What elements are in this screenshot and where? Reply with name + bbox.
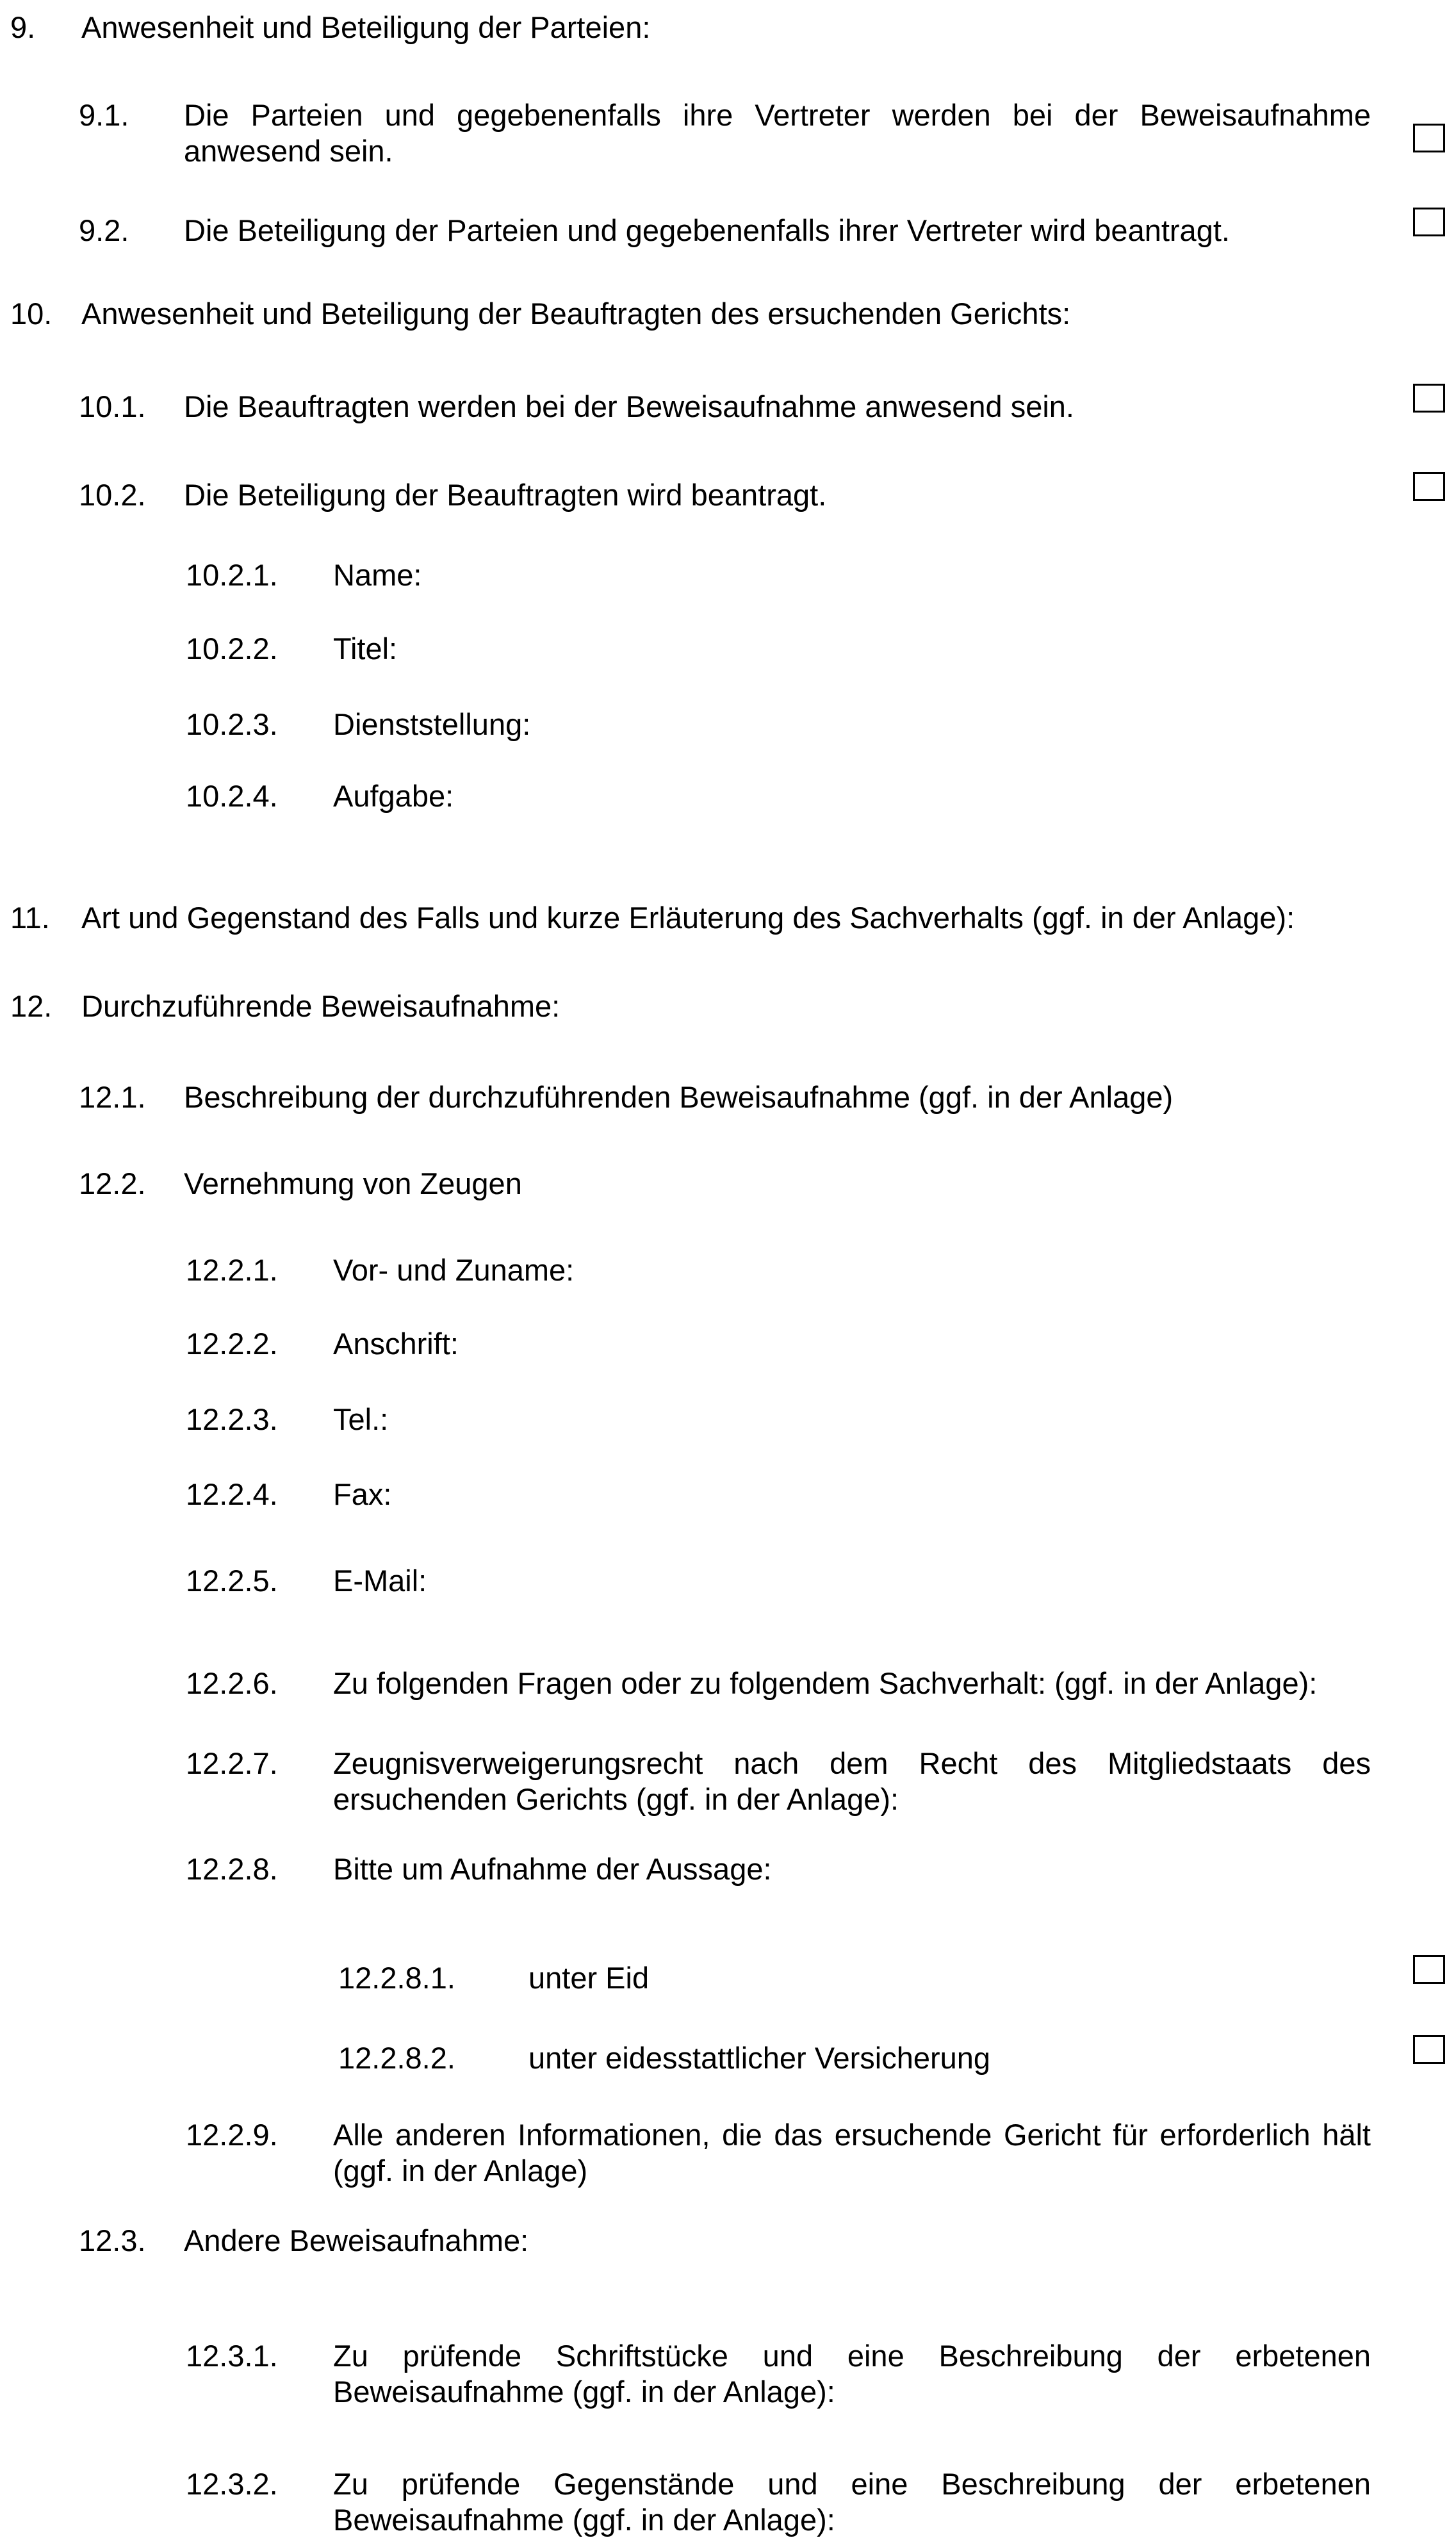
item-label-12-3: Andere Beweisaufnahme: xyxy=(184,2223,529,2257)
item-number-12: 12. xyxy=(10,989,53,1023)
item-number-9-2: 9.2. xyxy=(79,213,129,247)
item-number-10-1: 10.1. xyxy=(79,389,146,423)
form-item-10-2-3 xyxy=(0,707,1456,742)
checkbox-9-1[interactable] xyxy=(1413,124,1445,152)
item-label-12-2-8-2: unter eidesstattlicher Versicherung xyxy=(528,2041,991,2075)
item-label-12-2-8-1: unter Eid xyxy=(528,1961,650,1995)
form-item-12-2-8-2 xyxy=(0,2040,1456,2076)
item-number-9: 9. xyxy=(10,10,36,44)
item-label-9-1: Die Parteien und gegebenenfalls ihre Vertreter werden bei der Beweisaufnahme anwesend sein. xyxy=(184,98,1371,168)
item-label-9: Anwesenheit und Beteiligung der Parteien: xyxy=(81,10,651,44)
form-item-12-2-2 xyxy=(0,1326,1456,1362)
item-number-12-2-1: 12.2.1. xyxy=(186,1253,278,1287)
item-number-12-3: 12.3. xyxy=(79,2223,146,2257)
item-number-10-2-2: 10.2.2. xyxy=(186,632,278,666)
item-label-12-3-2: Zu prüfende Gegenstände und eine Beschreibung der erbetenen Beweisaufnahme (ggf. in der Anlage): xyxy=(333,2467,1371,2537)
item-label-10: Anwesenheit und Beteiligung der Beauftragten des ersuchenden Gerichts: xyxy=(81,297,1071,331)
form-item-12-1 xyxy=(0,1079,1456,1115)
item-label-10-2-4: Aufgabe: xyxy=(333,779,454,813)
item-number-11: 11. xyxy=(10,901,50,935)
item-label-10-2-2: Titel: xyxy=(333,632,398,666)
form-item-10-2-4 xyxy=(0,778,1456,814)
item-number-10-2-4: 10.2.4. xyxy=(186,779,278,813)
form-item-12-3-1 xyxy=(0,2338,1456,2410)
form-item-11 xyxy=(0,900,1456,936)
item-number-10-2-1: 10.2.1. xyxy=(186,558,278,592)
form-item-12-2-9 xyxy=(0,2117,1456,2189)
item-number-12-1: 12.1. xyxy=(79,1080,146,1114)
item-number-10-2-3: 10.2.3. xyxy=(186,707,278,741)
form-item-12 xyxy=(0,988,1456,1024)
item-label-12-2: Vernehmung von Zeugen xyxy=(184,1167,522,1200)
form-item-9-2 xyxy=(0,213,1456,249)
item-number-9-1: 9.1. xyxy=(79,98,129,132)
form-item-12-3-2 xyxy=(0,2466,1456,2538)
form-item-10-1 xyxy=(0,389,1456,425)
item-number-10: 10. xyxy=(10,297,53,331)
item-label-12-2-9: Alle anderen Informationen, die das ersuchende Gericht für erforderlich hält (ggf. in der Anlage) xyxy=(333,2118,1371,2188)
item-number-12-2-8-1: 12.2.8.1. xyxy=(338,1961,455,1995)
item-number-12-2-2: 12.2.2. xyxy=(186,1327,278,1361)
form-item-12-2-6 xyxy=(0,1666,1456,1701)
item-label-12-2-4: Fax: xyxy=(333,1477,392,1511)
form-item-9-1 xyxy=(0,97,1456,169)
item-label-12-2-1: Vor- und Zuname: xyxy=(333,1253,575,1287)
form-item-12-3 xyxy=(0,2223,1456,2259)
form-item-12-2-1 xyxy=(0,1252,1456,1288)
item-label-12-2-3: Tel.: xyxy=(333,1402,389,1436)
item-label-10-2-3: Dienststellung: xyxy=(333,707,531,741)
item-number-12-2-3: 12.2.3. xyxy=(186,1402,278,1436)
item-label-12-2-7: Zeugnisverweigerungsrecht nach dem Recht des Mitgliedstaats des ersuchenden Gerichts (ggf. in der Anlage): xyxy=(333,1746,1371,1816)
checkbox-10-1[interactable] xyxy=(1413,384,1445,413)
item-number-12-2-8-2: 12.2.8.2. xyxy=(338,2041,455,2075)
form-item-12-2-4 xyxy=(0,1477,1456,1512)
item-number-12-3-1: 12.3.1. xyxy=(186,2339,278,2373)
item-label-11: Art und Gegenstand des Falls und kurze Erläuterung des Sachverhalts (ggf. in der Anlage): xyxy=(81,901,1295,935)
item-label-12: Durchzuführende Beweisaufnahme: xyxy=(81,989,560,1023)
item-label-10-2: Die Beteiligung der Beauftragten wird beantragt. xyxy=(184,478,827,512)
item-number-10-2: 10.2. xyxy=(79,478,146,512)
item-number-12-3-2: 12.3.2. xyxy=(186,2467,278,2501)
form-item-10-2-2 xyxy=(0,631,1456,667)
item-number-12-2-6: 12.2.6. xyxy=(186,1666,278,1700)
form-item-12-2 xyxy=(0,1166,1456,1202)
form-item-10-2-1 xyxy=(0,557,1456,593)
item-label-9-2: Die Beteiligung der Parteien und gegebenenfalls ihrer Vertreter wird beantragt. xyxy=(184,213,1230,247)
checkbox-9-2[interactable] xyxy=(1413,208,1445,236)
item-label-12-1: Beschreibung der durchzuführenden Beweisaufnahme (ggf. in der Anlage) xyxy=(184,1080,1174,1114)
item-number-12-2-9: 12.2.9. xyxy=(186,2118,278,2152)
form-item-10 xyxy=(0,296,1456,332)
form-item-10-2 xyxy=(0,477,1456,513)
item-number-12-2: 12.2. xyxy=(79,1167,146,1200)
item-label-12-3-1: Zu prüfende Schriftstücke und eine Beschreibung der erbetenen Beweisaufnahme (ggf. in der Anlage): xyxy=(333,2339,1371,2409)
form-item-9 xyxy=(0,10,1456,45)
form-item-12-2-8 xyxy=(0,1851,1456,1887)
item-number-12-2-7: 12.2.7. xyxy=(186,1746,278,1780)
form-item-12-2-5 xyxy=(0,1563,1456,1599)
item-label-10-2-1: Name: xyxy=(333,558,422,592)
item-label-10-1: Die Beauftragten werden bei der Beweisaufnahme anwesend sein. xyxy=(184,389,1074,423)
item-label-12-2-6: Zu folgenden Fragen oder zu folgendem Sachverhalt: (ggf. in der Anlage): xyxy=(333,1666,1318,1700)
form-item-12-2-8-1 xyxy=(0,1960,1456,1996)
form-item-12-2-7 xyxy=(0,1746,1456,1817)
item-label-12-2-2: Anschrift: xyxy=(333,1327,459,1361)
item-number-12-2-4: 12.2.4. xyxy=(186,1477,278,1511)
checkbox-10-2[interactable] xyxy=(1413,472,1445,501)
item-number-12-2-5: 12.2.5. xyxy=(186,1564,278,1598)
item-label-12-2-8: Bitte um Aufnahme der Aussage: xyxy=(333,1852,772,1886)
checkbox-12-2-8-1[interactable] xyxy=(1413,1955,1445,1984)
item-label-12-2-5: E-Mail: xyxy=(333,1564,427,1598)
form-item-12-2-3 xyxy=(0,1402,1456,1437)
checkbox-12-2-8-2[interactable] xyxy=(1413,2035,1445,2064)
item-number-12-2-8: 12.2.8. xyxy=(186,1852,278,1886)
